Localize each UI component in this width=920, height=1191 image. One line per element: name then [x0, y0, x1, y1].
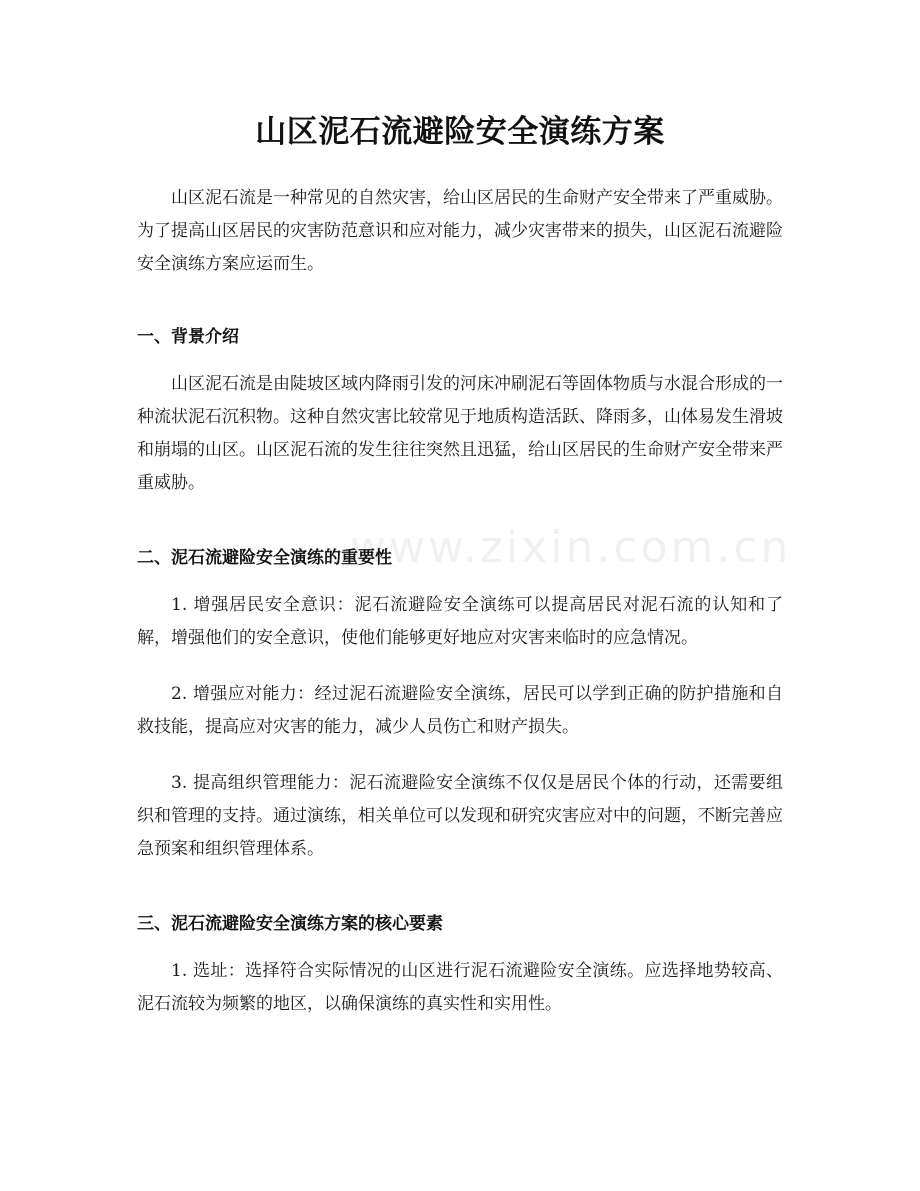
importance-item-2: 2. 增强应对能力：经过泥石流避险安全演练，居民可以学到正确的防护措施和自救技能，提高应对灾害的能力，减少人员伤亡和财产损失。 [137, 684, 783, 737]
document-title: 山区泥石流避险安全演练方案 [255, 114, 665, 150]
section-heading-core-elements: 三、泥石流避险安全演练方案的核心要素 [137, 914, 443, 934]
section-heading-background: 一、背景介绍 [137, 327, 239, 347]
intro-paragraph: 山区泥石流是一种常见的自然灾害，给山区居民的生命财产安全带来了严重威胁。为了提高山区居民的灾害防范意识和应对能力，减少灾害带来的损失，山区泥石流避险安全演练方案应运而生。 [137, 188, 783, 274]
importance-item-3: 3. 提高组织管理能力：泥石流避险安全演练不仅仅是居民个体的行动，还需要组织和管理的支持。通过演练，相关单位可以发现和研究灾害应对中的问题，不断完善应急预案和组织管理体系。 [137, 773, 783, 859]
background-paragraph: 山区泥石流是由陡坡区域内降雨引发的河床冲刷泥石等固体物质与水混合形成的一种流状泥石沉积物。这种自然灾害比较常见于地质构造活跃、降雨多，山体易发生滑坡和崩塌的山区。山区泥石流的发生往往突然且迅猛，给山区居民的生命财产安全带来严重威胁。 [137, 374, 783, 493]
importance-item-1: 1. 增强居民安全意识：泥石流避险安全演练可以提高居民对泥石流的认知和了解，增强他们的安全意识，使他们能够更好地应对灾害来临时的应急情况。 [137, 595, 783, 648]
section-heading-importance: 二、泥石流避险安全演练的重要性 [137, 548, 392, 568]
core-elements-item-1: 1. 选址：选择符合实际情况的山区进行泥石流避险安全演练。应选择地势较高、泥石流较为频繁的地区，以确保演练的真实性和实用性。 [137, 961, 783, 1014]
watermark-text: www.zixin.com.cn [350, 522, 792, 573]
